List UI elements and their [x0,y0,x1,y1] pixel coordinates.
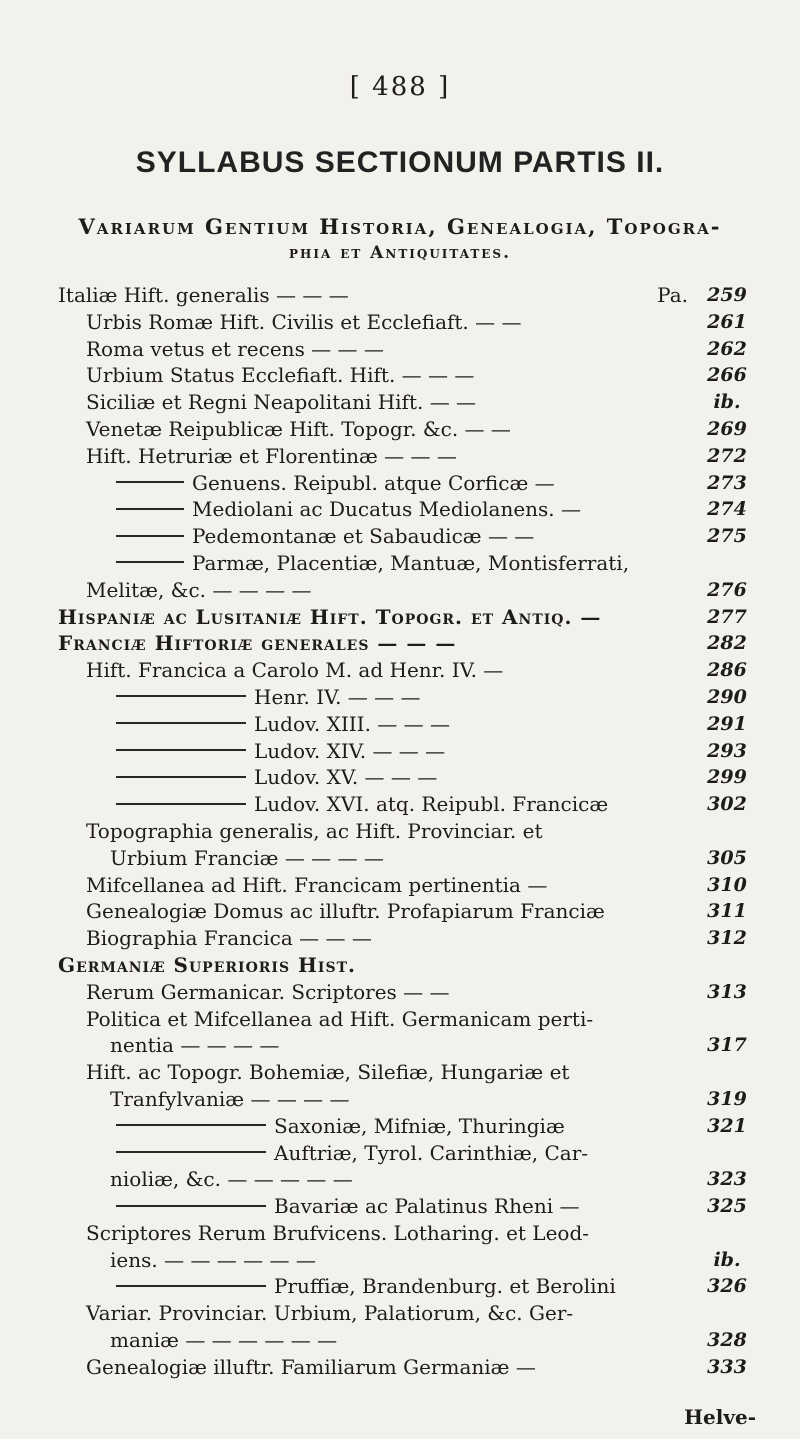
ditto-rule [116,695,246,697]
toc-row [58,630,758,657]
ditto-rule [116,722,246,724]
toc-entry-page: 319 [707,1087,747,1110]
toc-row [58,872,758,899]
toc-entry-text: Melitæ, &c. — — — — [86,577,312,602]
toc-entry-text: Variar. Provinciar. Urbium, Palatiorum, &c. Ger- [86,1301,574,1326]
toc-entry-page: 261 [707,310,747,333]
toc-entry-text: Ludov. XVI. atq. Reipubl. Francicæ [254,792,609,817]
toc-entry-page: 266 [707,364,747,387]
toc-entry-text: Mifcellanea ad Hift. Francicam pertinentia — [86,872,548,897]
toc-entry-text: Siciliæ et Regni Neapolitani Hift. — — [86,390,477,415]
toc-entry-text: Venetæ Reipublicæ Hift. Topogr. &c. — — [86,416,511,441]
toc-entry-page: 323 [707,1168,747,1191]
toc-row [58,684,758,711]
toc-entry-page: 311 [707,900,747,923]
toc-row [58,389,758,416]
toc-entry-text: Hift. Hetruriæ et Florentinæ — — — [86,443,457,468]
toc-entry-page: 293 [707,739,747,762]
toc-entry-text: Topographia generalis, ac Hift. Provinciar. et [86,818,543,843]
pa-label: Pa. [657,283,688,307]
toc-entry-page: 299 [707,766,747,789]
toc-entry-text: Genealogiæ Domus ac illuftr. Profapiarum Franciæ [86,899,605,924]
toc-row [58,309,758,336]
toc-entry-text: Ludov. XIV. — — — [254,738,446,763]
subtitle-line-2: phia et Antiquitates. [288,243,512,263]
ditto-rule [116,749,246,751]
toc-entry-page: 302 [707,793,747,816]
toc-entry-page: ib. [713,1248,741,1271]
toc-entry-page: 333 [707,1355,747,1378]
toc-entry-text: Urbium Franciæ — — — — [110,845,384,870]
toc-entry-page: 282 [707,632,747,655]
toc-entry-text: Biographia Francica — — — [86,926,372,951]
ditto-rule [116,776,246,778]
ditto-rule [116,1205,266,1207]
toc-row [58,1006,758,1033]
toc-entry-text: Germaniæ Superioris Hist. [58,952,356,977]
toc-entry-text: Bavariæ ac Palatinus Rheni — [274,1194,580,1219]
toc-row [58,1166,758,1193]
ditto-rule [116,561,184,563]
toc-row [58,416,758,443]
toc-entry-page: 275 [707,525,747,548]
toc-row [58,282,758,309]
toc-entry-text: Rerum Germanicar. Scriptores — — [86,979,450,1004]
ditto-rule [116,508,184,510]
toc-entry-page: 274 [707,498,747,521]
toc-entry-page: 262 [707,337,747,360]
toc-entry-page: 291 [707,712,747,735]
toc-row [58,791,758,818]
toc-row [58,470,758,497]
toc-entry-text: Italiæ Hift. generalis — — — [58,283,349,307]
toc-entry-page: 326 [707,1275,747,1298]
ditto-rule [116,481,184,483]
toc-row [58,1220,758,1247]
toc-entry-page: 313 [707,980,747,1003]
toc-row [58,550,758,577]
toc-entry-text: Scriptores Rerum Brufvicens. Lotharing. et Leod- [86,1220,590,1245]
toc-entry-text: Politica et Mifcellanea ad Hift. Germanicam perti- [86,1006,594,1031]
toc-entry-page: 317 [707,1034,747,1057]
toc-row [58,979,758,1006]
toc-row [58,1086,758,1113]
ditto-rule [116,1124,266,1126]
toc-row [58,1300,758,1327]
catchword: Helve- [684,1405,756,1429]
toc-entry-text: Ludov. XIII. — — — [254,711,451,736]
toc-entry-text: iens. — — — — — — [110,1247,316,1272]
toc-entry-page: 276 [707,578,747,601]
toc-row [58,1059,758,1086]
toc-row [58,818,758,845]
toc-entry-text: Pedemontanæ et Sabaudicæ — — [192,524,535,549]
toc-entry-text: Urbis Romæ Hift. Civilis et Ecclefiaft. — — [86,309,522,334]
toc-entry-text: Saxoniæ, Mifniæ, Thuringiæ [274,1113,565,1138]
toc-row [58,1193,758,1220]
toc-entry-text: Genealogiæ illuftr. Familiarum Germaniæ — [86,1354,536,1379]
toc-entry-page: 328 [707,1329,747,1352]
toc-row [58,523,758,550]
toc-entry-page: 312 [707,927,747,950]
toc-row [58,577,758,604]
toc-entry-page: 286 [707,659,747,682]
ditto-rule [116,803,246,805]
toc-entry-text: maniæ — — — — — — [110,1328,338,1353]
toc-row [58,1354,758,1381]
toc-entry-page: 290 [707,685,747,708]
toc-row [58,1273,758,1300]
toc-entry-page: 310 [707,873,747,896]
toc-row [58,1140,758,1167]
toc-entry-text: Genuens. Reipubl. atque Corficæ — [192,470,555,495]
toc-entry-text: Auftriæ, Tyrol. Carinthiæ, Car- [274,1140,589,1165]
toc-row [58,845,758,872]
toc-entry-text: Pruffiæ, Brandenburg. et Berolini [274,1274,616,1299]
toc-row [58,604,758,631]
toc-entry-text: nentia — — — — [110,1033,280,1058]
toc-entry-page: 273 [707,471,747,494]
toc-row [58,496,758,523]
toc-row [58,925,758,952]
toc-entry-page: ib. [713,391,741,414]
toc-entry-text: Ludov. XV. — — — [254,765,438,790]
toc-entry-page: 259 [707,284,747,306]
page-number: [ 488 ] [349,72,451,102]
toc-entry-text: Franciæ Hiftoriæ generales — — — [58,631,457,656]
table-of-contents [58,282,758,1412]
toc-entry-page: 277 [707,605,747,628]
toc-row [58,1032,758,1059]
ditto-rule [116,535,184,537]
toc-row [58,711,758,738]
ditto-rule [116,1285,266,1287]
toc-row [58,443,758,470]
toc-entry-page: 305 [707,846,747,869]
toc-row [58,738,758,765]
subtitle-line-1: Variarum Gentium Historia, Genealogia, Topogra- [78,214,722,239]
toc-entry-page: 269 [707,417,747,440]
toc-entry-text: Parmæ, Placentiæ, Mantuæ, Montisferrati, [192,550,630,575]
toc-row [58,1247,758,1274]
toc-row [58,898,758,925]
ditto-rule [116,1151,266,1153]
toc-entry-text: nioliæ, &c. — — — — — [110,1167,353,1192]
toc-entry-text: Urbium Status Ecclefiaft. Hift. — — — [86,363,475,388]
toc-entry-page: 325 [707,1195,747,1218]
toc-entry-page: 321 [707,1114,747,1137]
page-title: SYLLABUS SECTIONUM PARTIS II. [135,146,665,179]
toc-row [58,362,758,389]
toc-entry-text: Hift. ac Topogr. Bohemiæ, Silefiæ, Hungariæ et [86,1060,570,1085]
toc-row [58,952,758,979]
toc-entry-text: Roma vetus et recens — — — [86,336,384,361]
toc-entry-text: Mediolani ac Ducatus Mediolanens. — [192,497,582,522]
toc-row [58,1327,758,1354]
toc-row [58,1113,758,1140]
toc-row [58,764,758,791]
toc-entry-text: Hift. Francica a Carolo M. ad Henr. IV. — [86,658,504,683]
toc-entry-text: Hispaniæ ac Lusitaniæ Hift. Topogr. et Antiq. — [58,604,602,629]
toc-entry-text: Henr. IV. — — — [254,684,421,709]
toc-entry-page: 272 [707,444,747,467]
toc-entry-text: Tranfylvaniæ — — — — [110,1086,350,1111]
toc-row [58,657,758,684]
toc-row [58,336,758,363]
